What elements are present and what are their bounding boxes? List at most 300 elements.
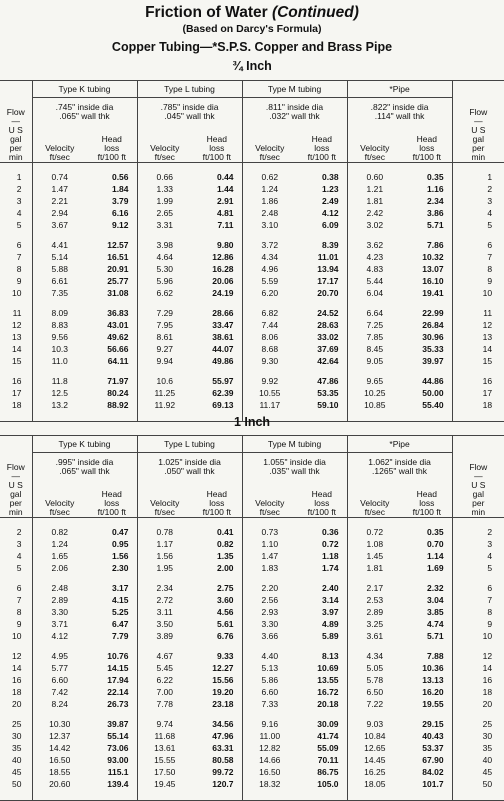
table-row xyxy=(0,207,504,219)
flow-value-right: 50 xyxy=(452,778,504,790)
flow-value-right: 3 xyxy=(452,538,504,550)
flow-value: 25 xyxy=(0,718,32,730)
head-loss-value: 2.34 xyxy=(427,196,444,206)
table-row xyxy=(0,183,504,195)
velocity-value: 3.98 xyxy=(137,239,192,251)
head-loss-value: 28.66 xyxy=(212,308,234,318)
flow-label: Flow xyxy=(469,462,488,472)
flow-value: 6 xyxy=(0,582,32,594)
velocity-value: 7.33 xyxy=(242,698,297,710)
head-loss-value: 1.84 xyxy=(111,184,129,194)
velocity-value: 17.50 xyxy=(137,766,192,778)
head-loss-value: 10.32 xyxy=(422,252,444,262)
velocity-value: 10.25 xyxy=(347,387,402,399)
table-row xyxy=(0,251,504,263)
gap-cell xyxy=(32,163,87,172)
head-loss-value: 2.40 xyxy=(322,583,339,593)
flow-unit-gal: gal xyxy=(472,134,484,144)
velocity-value: 2.42 xyxy=(347,207,402,219)
flow-value-right: 16 xyxy=(452,375,504,387)
flow-units-right xyxy=(452,481,504,518)
velocity-unit: ft/sec xyxy=(364,507,385,517)
velocity-label: Velocity xyxy=(45,498,75,508)
head-loss-header xyxy=(192,126,242,163)
head-loss-value: 70.11 xyxy=(317,755,339,765)
flow-unit-per: per xyxy=(472,498,485,508)
bottom-cell xyxy=(452,798,504,801)
velocity-value: 0.74 xyxy=(51,172,69,182)
velocity-value: 4.96 xyxy=(242,263,297,275)
head-loss-value: 23.18 xyxy=(212,699,234,709)
flow-value-right: 5 xyxy=(452,562,504,574)
group-name: Type L tubing xyxy=(137,436,242,453)
velocity-value: 13.2 xyxy=(51,400,69,410)
velocity-label: Velocity xyxy=(150,498,180,508)
head-loss-unit: ft/100 ft xyxy=(97,507,126,517)
flow-value-right: 5 xyxy=(452,219,504,231)
gap-cell xyxy=(242,790,297,798)
head-loss-value: 49.86 xyxy=(212,356,234,366)
head-loss-value: 22.14 xyxy=(107,687,129,697)
flow-label-right xyxy=(452,453,504,482)
velocity-value: 3.89 xyxy=(137,630,192,642)
velocity-label: Velocity xyxy=(45,143,75,153)
head-loss-value: 13.13 xyxy=(422,675,444,685)
flow-value-right: 8 xyxy=(452,263,504,275)
head-loss-value: 33.02 xyxy=(317,332,339,342)
head-loss-value: 34.56 xyxy=(212,719,234,729)
wall-thickness: .065" wall thk xyxy=(59,466,110,476)
velocity-value: 1.24 xyxy=(51,539,69,549)
table-row xyxy=(0,630,504,642)
head-loss-value: 40.43 xyxy=(422,731,444,741)
loss-label: loss xyxy=(314,498,330,508)
head-loss-value: 12.27 xyxy=(212,663,234,673)
flow-dash: — xyxy=(11,471,20,481)
velocity-unit: ft/sec xyxy=(154,507,175,517)
table-row xyxy=(0,263,504,275)
head-loss-value: 13.07 xyxy=(422,264,444,274)
head-loss-value: 30.09 xyxy=(317,719,339,729)
head-loss-value: 50.00 xyxy=(422,388,444,398)
group-name: Type K tubing xyxy=(32,436,137,453)
gap-cell xyxy=(192,642,242,650)
head-loss-value: 24.19 xyxy=(212,288,234,298)
flow-label: Flow xyxy=(6,462,25,472)
flow-value: 9 xyxy=(0,618,32,630)
flow-value: 8 xyxy=(0,606,32,618)
velocity-value: 4.67 xyxy=(137,650,192,662)
head-loss-value: 0.72 xyxy=(322,539,339,549)
velocity-value: 2.34 xyxy=(137,582,192,594)
gap-cell xyxy=(0,367,32,375)
head-loss-value: 37.69 xyxy=(317,344,339,354)
velocity-value: 11.68 xyxy=(137,730,192,742)
head-loss-value: 20.18 xyxy=(317,699,339,709)
flow-unit-gal: gal xyxy=(10,489,22,499)
velocity-value: 9.27 xyxy=(137,343,192,355)
gap-cell xyxy=(402,642,452,650)
flow-spacer-right xyxy=(452,436,504,453)
flow-unit-gal: gal xyxy=(472,489,484,499)
head-loss-value: 7.86 xyxy=(427,240,444,250)
table-row xyxy=(0,650,504,662)
velocity-header xyxy=(32,481,87,518)
gap-cell xyxy=(192,367,242,375)
head-loss-value: 39.97 xyxy=(422,356,444,366)
gap-cell xyxy=(242,710,297,718)
gap-cell xyxy=(0,518,32,527)
table-row xyxy=(0,319,504,331)
inside-dia: .995" inside dia xyxy=(55,457,114,467)
flow-unit-us: U S xyxy=(8,480,23,490)
loss-label: loss xyxy=(314,143,330,153)
velocity-value: 3.02 xyxy=(347,219,402,231)
flow-value-right: 8 xyxy=(452,606,504,618)
gap-cell xyxy=(242,163,297,172)
head-loss-header xyxy=(297,126,347,163)
flow-label: Flow xyxy=(469,107,488,117)
section-title-1: 1 Inch xyxy=(233,415,271,429)
head-loss-value: 3.85 xyxy=(427,607,444,617)
table-row xyxy=(0,239,504,251)
head-label: Head xyxy=(416,134,437,144)
gap-cell xyxy=(347,642,402,650)
bottom-cell xyxy=(297,798,347,801)
flow-spacer-left xyxy=(0,81,32,98)
velocity-header xyxy=(137,481,192,518)
velocity-value: 5.30 xyxy=(137,263,192,275)
velocity-value: 0.66 xyxy=(137,171,192,183)
gap-cell xyxy=(402,231,452,239)
bottom-cell xyxy=(32,798,87,801)
velocity-value: 1.33 xyxy=(137,183,192,195)
velocity-value: 6.04 xyxy=(347,287,402,299)
head-loss-header xyxy=(402,481,452,518)
gap-cell xyxy=(87,574,137,582)
gap-cell xyxy=(452,574,504,582)
velocity-value: 6.60 xyxy=(242,686,297,698)
gap-cell xyxy=(192,790,242,798)
table-row xyxy=(0,287,504,299)
velocity-value: 1.47 xyxy=(51,184,69,194)
head-loss-value: 6.09 xyxy=(322,220,339,230)
table-row xyxy=(0,195,504,207)
header-column-row xyxy=(0,126,504,163)
flow-value: 14 xyxy=(0,343,32,355)
gap-cell xyxy=(0,710,32,718)
flow-dash: — xyxy=(474,471,483,481)
head-loss-value: 3.14 xyxy=(322,595,339,605)
velocity-value: 11.25 xyxy=(137,387,192,399)
head-loss-value: 7.11 xyxy=(217,220,234,230)
velocity-value: 7.35 xyxy=(51,288,69,298)
inside-dia: .785" inside dia xyxy=(160,102,219,112)
velocity-value: 2.48 xyxy=(51,583,69,593)
velocity-value: 7.25 xyxy=(347,319,402,331)
velocity-value: 0.72 xyxy=(347,526,402,538)
gap-cell xyxy=(452,710,504,718)
velocity-value: 7.85 xyxy=(347,331,402,343)
flow-value: 35 xyxy=(0,742,32,754)
velocity-value: 18.05 xyxy=(347,778,402,790)
gap-cell xyxy=(32,790,87,798)
flow-value-right: 6 xyxy=(452,582,504,594)
velocity-value: 7.00 xyxy=(137,686,192,698)
velocity-value: 13.61 xyxy=(137,742,192,754)
flow-value: 16 xyxy=(0,375,32,387)
group-name: *Pipe xyxy=(347,81,452,98)
velocity-value: 4.23 xyxy=(347,251,402,263)
velocity-value: 5.96 xyxy=(137,275,192,287)
velocity-value: 3.50 xyxy=(137,618,192,630)
head-loss-value: 12.86 xyxy=(212,252,234,262)
head-loss-value: 1.18 xyxy=(322,551,339,561)
velocity-header xyxy=(347,126,402,163)
gap-cell xyxy=(347,574,402,582)
gap-cell xyxy=(297,710,347,718)
gap-cell xyxy=(297,790,347,798)
velocity-value: 11.00 xyxy=(242,730,297,742)
velocity-header xyxy=(347,481,402,518)
head-loss-value: 120.7 xyxy=(212,779,234,789)
gap-cell xyxy=(0,642,32,650)
head-label: Head xyxy=(311,134,332,144)
gap-cell xyxy=(242,367,297,375)
group-dims xyxy=(347,453,452,482)
row-gap xyxy=(0,790,504,798)
velocity-value: 16.25 xyxy=(347,766,402,778)
flow-unit-per: per xyxy=(9,498,22,508)
row-gap xyxy=(0,642,504,650)
table-row xyxy=(0,718,504,730)
head-loss-value: 0.41 xyxy=(216,527,234,537)
table-row xyxy=(0,275,504,287)
velocity-value: 2.20 xyxy=(242,582,297,594)
velocity-value: 11.8 xyxy=(51,376,68,386)
wall-thickness: .114" wall thk xyxy=(374,111,425,121)
head-loss-value: 64.11 xyxy=(107,356,129,366)
head-loss-value: 105.0 xyxy=(317,779,339,789)
velocity-value: 8.24 xyxy=(51,699,69,709)
head-loss-header xyxy=(297,481,347,518)
loss-label: loss xyxy=(419,498,435,508)
velocity-value: 9.03 xyxy=(347,718,402,730)
flow-value: 18 xyxy=(0,686,32,698)
head-loss-value: 13.55 xyxy=(317,675,339,685)
velocity-value: 5.78 xyxy=(347,674,402,686)
flow-value: 5 xyxy=(0,562,32,574)
head-loss-value: 0.38 xyxy=(322,172,339,182)
page-subtitle: (Based on Darcy's Formula) xyxy=(182,23,322,35)
gap-cell xyxy=(452,231,504,239)
velocity-unit: ft/sec xyxy=(49,507,70,517)
row-gap xyxy=(0,574,504,582)
table-row xyxy=(0,686,504,698)
head-loss-value: 12.57 xyxy=(107,240,129,250)
gap-cell xyxy=(402,710,452,718)
velocity-value: 10.55 xyxy=(242,387,297,399)
flow-unit-min: min xyxy=(8,152,23,162)
head-loss-value: 16.72 xyxy=(317,687,339,697)
group-dims xyxy=(32,453,137,482)
head-loss-value: 0.47 xyxy=(111,527,129,537)
head-loss-unit: ft/100 ft xyxy=(202,152,231,162)
loss-label: loss xyxy=(104,143,120,153)
flow-value-right: 45 xyxy=(452,766,504,778)
gap-cell xyxy=(347,163,402,172)
head-loss-value: 88.92 xyxy=(107,400,129,410)
velocity-value: 1.81 xyxy=(347,562,402,574)
row-gap xyxy=(0,231,504,239)
gap-cell xyxy=(32,518,87,527)
flow-value-right: 6 xyxy=(452,239,504,251)
group-dims xyxy=(242,453,347,482)
page-title: Friction of Water (Continued) xyxy=(145,4,359,21)
friction-table-3-4-inch xyxy=(0,80,504,422)
bottom-cell xyxy=(87,798,137,801)
head-loss-value: 3.97 xyxy=(322,607,339,617)
head-loss-value: 3.79 xyxy=(111,196,129,206)
inside-dia: .745" inside dia xyxy=(55,102,114,112)
gap-cell xyxy=(137,367,192,375)
flow-value: 7 xyxy=(0,594,32,606)
head-loss-value: 0.70 xyxy=(427,539,444,549)
table-row xyxy=(0,754,504,766)
inside-dia: 1.025" inside dia xyxy=(158,457,221,467)
velocity-value: 6.22 xyxy=(137,674,192,686)
velocity-value: 5.59 xyxy=(242,275,297,287)
gap-cell xyxy=(0,574,32,582)
bottom-cell xyxy=(242,798,297,801)
table-row xyxy=(0,730,504,742)
head-loss-value: 9.80 xyxy=(216,240,234,250)
flow-value-right: 17 xyxy=(452,387,504,399)
header-column-row xyxy=(0,481,504,518)
head-loss-value: 101.7 xyxy=(422,779,444,789)
head-loss-value: 139.4 xyxy=(107,779,129,789)
head-loss-value: 43.01 xyxy=(107,320,129,330)
gap-cell xyxy=(137,642,192,650)
header-dim-row xyxy=(0,98,504,127)
velocity-value: 9.05 xyxy=(347,355,402,367)
flow-value-right: 13 xyxy=(452,331,504,343)
velocity-value: 3.66 xyxy=(242,630,297,642)
velocity-value: 1.81 xyxy=(347,195,402,207)
gap-cell xyxy=(297,367,347,375)
head-loss-value: 0.44 xyxy=(216,172,234,182)
head-loss-header xyxy=(87,481,137,518)
flow-value: 10 xyxy=(0,630,32,642)
head-loss-value: 10.69 xyxy=(317,663,339,673)
head-loss-value: 31.08 xyxy=(107,288,129,298)
bottom-cell xyxy=(347,798,402,801)
head-loss-value: 80.58 xyxy=(212,755,234,765)
table-row xyxy=(0,778,504,790)
velocity-unit: ft/sec xyxy=(154,152,175,162)
gap-cell xyxy=(137,518,192,527)
velocity-value: 8.68 xyxy=(242,343,297,355)
inside-dia: 1.062" inside dia xyxy=(368,457,431,467)
velocity-value: 5.44 xyxy=(347,275,402,287)
velocity-value: 3.67 xyxy=(51,220,69,230)
head-loss-value: 63.31 xyxy=(212,743,234,753)
velocity-value: 1.47 xyxy=(242,550,297,562)
flow-value-right: 35 xyxy=(452,742,504,754)
gap-cell xyxy=(87,642,137,650)
gap-cell xyxy=(347,231,402,239)
wall-thickness: .065" wall thk xyxy=(59,111,110,121)
head-loss-value: 5.61 xyxy=(216,619,234,629)
gap-cell xyxy=(452,299,504,307)
velocity-value: 1.08 xyxy=(347,538,402,550)
gap-cell xyxy=(87,163,137,172)
head-loss-value: 19.55 xyxy=(422,699,444,709)
header-dim-row xyxy=(0,453,504,482)
head-loss-value: 19.41 xyxy=(422,288,444,298)
velocity-value: 2.94 xyxy=(51,208,69,218)
velocity-value: 12.65 xyxy=(347,742,402,754)
gap-cell xyxy=(297,574,347,582)
head-loss-value: 59.10 xyxy=(317,400,339,410)
velocity-header xyxy=(137,126,192,163)
gap-cell xyxy=(297,231,347,239)
flow-value-right: 20 xyxy=(452,698,504,710)
velocity-value: 6.60 xyxy=(51,675,69,685)
head-loss-value: 26.84 xyxy=(422,320,444,330)
flow-value: 20 xyxy=(0,698,32,710)
head-loss-value: 20.91 xyxy=(107,264,129,274)
flow-value: 13 xyxy=(0,331,32,343)
bottom-cell xyxy=(0,798,32,801)
flow-value-right: 1 xyxy=(452,171,504,183)
velocity-value: 6.62 xyxy=(137,287,192,299)
velocity-value: 7.44 xyxy=(242,319,297,331)
velocity-value: 2.89 xyxy=(347,606,402,618)
flow-value: 4 xyxy=(0,207,32,219)
velocity-value: 4.34 xyxy=(347,650,402,662)
head-loss-value: 29.15 xyxy=(422,719,444,729)
header-group-row xyxy=(0,436,504,453)
velocity-value: 1.99 xyxy=(137,195,192,207)
velocity-value: 12.5 xyxy=(51,388,69,398)
flow-unit-min: min xyxy=(8,507,23,517)
head-loss-value: 0.56 xyxy=(111,172,129,182)
head-loss-unit: ft/100 ft xyxy=(202,507,231,517)
velocity-value: 1.95 xyxy=(137,562,192,574)
velocity-label: Velocity xyxy=(150,143,180,153)
gap-cell xyxy=(32,231,87,239)
velocity-value: 7.42 xyxy=(51,687,69,697)
wall-thickness: .035" wall thk xyxy=(269,466,320,476)
flow-value: 14 xyxy=(0,662,32,674)
flow-value-right: 12 xyxy=(452,650,504,662)
head-loss-value: 25.77 xyxy=(107,276,129,286)
table-row xyxy=(0,550,504,562)
velocity-value: 10.30 xyxy=(49,719,71,729)
velocity-value: 9.74 xyxy=(137,718,192,730)
gap-cell xyxy=(137,299,192,307)
head-loss-value: 6.16 xyxy=(111,208,129,218)
velocity-value: 6.82 xyxy=(242,307,297,319)
head-label: Head xyxy=(101,134,122,144)
gap-cell xyxy=(192,574,242,582)
velocity-value: 5.86 xyxy=(242,674,297,686)
velocity-value: 4.40 xyxy=(242,650,297,662)
head-loss-value: 39.87 xyxy=(107,719,129,729)
flow-value: 12 xyxy=(0,650,32,662)
flow-value: 3 xyxy=(0,538,32,550)
